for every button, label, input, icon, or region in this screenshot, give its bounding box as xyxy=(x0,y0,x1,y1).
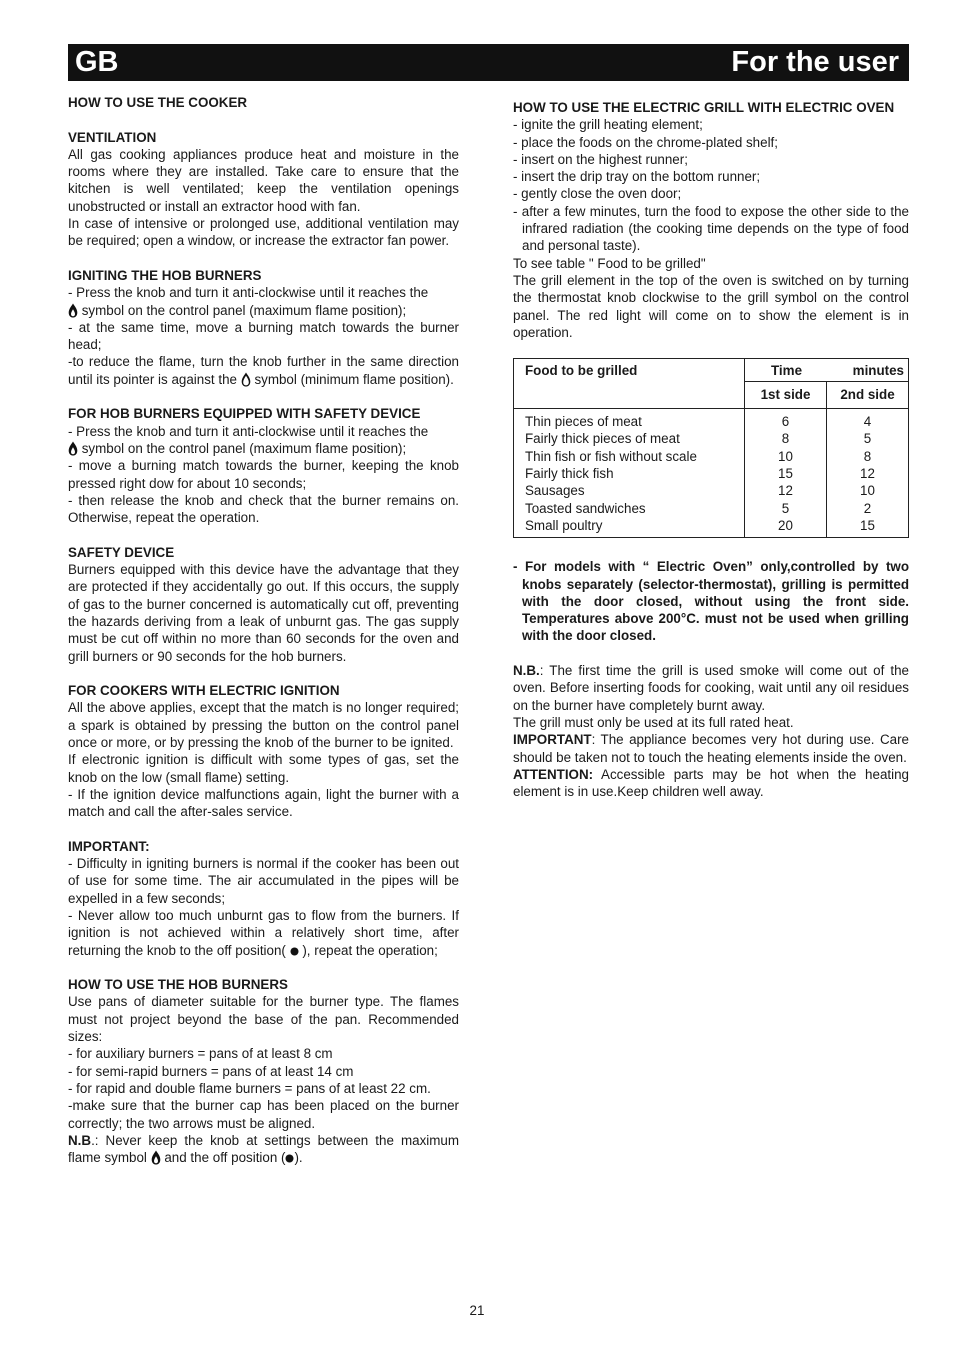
side2-value: 12 xyxy=(860,466,875,482)
side1-value: 15 xyxy=(778,466,793,482)
electric-ignition-paragraph-3: - If the ignition device malfunctions again, light the burner with a match and call the after-sales service. xyxy=(68,786,459,820)
igniting-step-1: - Press the knob and turn it anti-clockwise until it reaches the symbol on the control panel (maximum flame position); xyxy=(68,285,429,318)
side1-value: 6 xyxy=(781,414,790,430)
food-column-header: Food to be grilled xyxy=(525,363,638,379)
side1-value: 8 xyxy=(781,431,790,447)
important-paragraph-2: - Never allow too much unburnt gas to flow from the burners. If ignition is not achieved within a relatively short time, after returning the knob to the off position( ), repeat the operation; xyxy=(68,907,459,958)
time-column-header: Time xyxy=(771,363,803,379)
attention-note: ATTENTION: Accessible parts may be hot when the heating element is in use.Keep children well away. xyxy=(513,766,909,800)
off-position-icon xyxy=(290,947,299,956)
see-table-note: To see table " Food to be grilled" xyxy=(513,255,706,271)
main-heading: HOW TO USE THE COOKER xyxy=(68,95,248,110)
max-flame-icon xyxy=(151,1150,161,1165)
safety-device-heading: SAFETY DEVICE xyxy=(68,544,175,560)
language-code: GB xyxy=(75,46,119,78)
food-item: Thin pieces of meat xyxy=(525,414,642,430)
food-item: Fairly thick fish xyxy=(525,466,614,482)
grill-element-paragraph: The grill element in the top of the oven is switched on by turning the thermostat knob clockwise to the grill symbol on the control panel. The red light will come on to show the element is in operation. xyxy=(513,272,909,340)
electric-ignition-heading: FOR COOKERS WITH ELECTRIC IGNITION xyxy=(68,683,340,699)
important-paragraph-1: - Difficulty in igniting burners is normal if the cooker has been out of use for some time. The air accumulated in the pipes will be expelled in a few seconds; xyxy=(68,856,459,906)
grill-table xyxy=(513,358,909,538)
igniting-step-2: - at the same time, move a burning match towards the burner head; xyxy=(68,319,459,353)
food-list-cell xyxy=(514,409,745,538)
side2-header: 2nd side xyxy=(840,387,895,403)
min-flame-icon xyxy=(241,372,251,387)
safety-hob-step-2: - move a burning match towards the burner, keeping the knob pressed right dow for about 10 seconds; xyxy=(68,458,459,491)
max-flame-icon xyxy=(68,441,78,456)
grill-step: - place the foods on the chrome-plated shelf; xyxy=(513,134,778,150)
side2-value: 2 xyxy=(863,500,872,516)
side2-value: 5 xyxy=(863,431,872,447)
time-header-cell xyxy=(745,359,909,382)
food-header-cell xyxy=(514,359,745,409)
side1-value: 20 xyxy=(778,517,793,533)
right-column xyxy=(513,99,909,800)
side2-values-cell xyxy=(827,409,909,538)
important-heading: IMPORTANT: xyxy=(68,838,150,854)
food-item: Toasted sandwiches xyxy=(525,500,646,516)
grill-step: - insert on the highest runner; xyxy=(513,151,688,167)
ventilation-paragraph-2: In case of intensive or prolonged use, additional ventilation may be required; open a window, or increase the extractor fan power. xyxy=(68,216,459,249)
grill-nb-note: N.B.: The first time the grill is used smoke will come out of the oven. Before inserting foods for cooking, wait until any oil residues on the burner have completely burnt away. xyxy=(513,663,909,713)
side1-value: 5 xyxy=(781,500,790,516)
safety-hob-heading: FOR HOB BURNERS EQUIPPED WITH SAFETY DEVICE xyxy=(68,406,421,422)
food-item: Fairly thick pieces of meat xyxy=(525,431,680,447)
hob-nb-note: N.B.: Never keep the knob at settings between the maximum flame symbol and the off position ( ). xyxy=(68,1132,459,1166)
safety-device-paragraph: Burners equipped with this device have the advantage that they are protected if they accidentally go out. If this occurs, the supply of gas to the burner concerned is automatically cut off, preventing the hazards deriving from a leak of unburnt gas. The gas supply must be cut off within no more than 60 seconds for the oven and grill burners or 90 seconds for the hob burners. xyxy=(68,562,459,664)
hob-burners-heading: HOW TO USE THE HOB BURNERS xyxy=(68,977,288,993)
minutes-column-header: minutes xyxy=(852,363,904,379)
electric-ignition-paragraph-2: If electronic ignition is difficult with some types of gas, set the knob on the low (small flame) setting. xyxy=(68,752,459,785)
side2-value: 10 xyxy=(860,483,875,499)
full-rate-note: The grill must only be used at its full rated heat. xyxy=(513,714,794,730)
grill-step: - after a few minutes, turn the food to expose the other side to the infrared radiation (the cooking time depends on the type of food and personal taste). xyxy=(513,203,909,254)
food-item: Sausages xyxy=(525,483,585,499)
safety-hob-step-1: - Press the knob and turn it anti-clockwise until it reaches the symbol on the control panel (maximum flame position); xyxy=(68,423,429,456)
igniting-heading: IGNITING THE HOB BURNERS xyxy=(68,267,262,283)
side1-value: 12 xyxy=(778,483,793,499)
side1-value: 10 xyxy=(778,448,793,464)
pan-size-item: - for rapid and double flame burners = pans of at least 22 cm. xyxy=(68,1080,431,1096)
hob-burners-paragraph: Use pans of diameter suitable for the burner type. The flames must not project beyond the base of the pan. Recommended sizes: xyxy=(68,994,459,1045)
ventilation-heading: VENTILATION xyxy=(68,129,157,145)
max-flame-icon xyxy=(68,303,78,318)
pan-size-item: - for auxiliary burners = pans of at least 8 cm xyxy=(68,1046,333,1062)
burner-cap-note: -make sure that the burner cap has been placed on the burner correctly; the two arrows must be aligned. xyxy=(68,1098,459,1131)
igniting-step-3: -to reduce the flame, turn the knob further in the same direction until its pointer is against the symbol (minimum flame position). xyxy=(68,354,459,387)
side2-value: 8 xyxy=(863,448,872,464)
side1-header: 1st side xyxy=(760,387,811,403)
ventilation-paragraph: All gas cooking appliances produce heat and moisture in the rooms where they are installed. Take care to ensure that the kitchen is well ventilated; keep the ventilation openings unobstructed or install an extractor hood with fan. xyxy=(68,146,459,214)
electric-ignition-paragraph-1: All the above applies, except that the match is no longer required; a spark is obtained by pressing the button on the control panel once or more, or by pressing the knob of the burner to be ignited. xyxy=(68,700,459,750)
side1-header-cell xyxy=(745,382,827,409)
side2-value: 15 xyxy=(860,517,875,533)
grill-heading: HOW TO USE THE ELECTRIC GRILL WITH ELECTRIC OVEN xyxy=(513,100,895,115)
grill-step: - ignite the grill heating element; xyxy=(513,117,703,133)
food-item: Thin fish or fish without scale xyxy=(525,448,697,464)
safety-hob-step-3: - then release the knob and check that the burner remains on. Otherwise, repeat the operation. xyxy=(68,492,459,526)
electric-oven-models-note: - For models with “ Electric Oven” only,controlled by two knobs separately (selector-thermostat), grilling is permitted with the door closed, without using the front side. Temperatures above 200°C. must not be used when grilling with the door closed. xyxy=(513,559,909,644)
side2-value: 4 xyxy=(863,414,872,430)
important-note: IMPORTANT: The appliance becomes very hot during use. Care should be taken not to touch the heating elements inside the oven. xyxy=(513,732,909,765)
grill-step: - gently close the oven door; xyxy=(513,186,682,202)
side1-values-cell xyxy=(745,409,827,538)
pan-size-item: - for semi-rapid burners = pans of at least 14 cm xyxy=(68,1063,354,1079)
page-number: 21 xyxy=(469,1303,485,1318)
food-item: Small poultry xyxy=(525,517,603,533)
side2-header-cell xyxy=(827,382,909,409)
page-header xyxy=(68,44,909,81)
grill-step: - insert the drip tray on the bottom runner; xyxy=(513,169,761,185)
left-column xyxy=(68,94,459,1166)
page-title: For the user xyxy=(731,46,899,78)
